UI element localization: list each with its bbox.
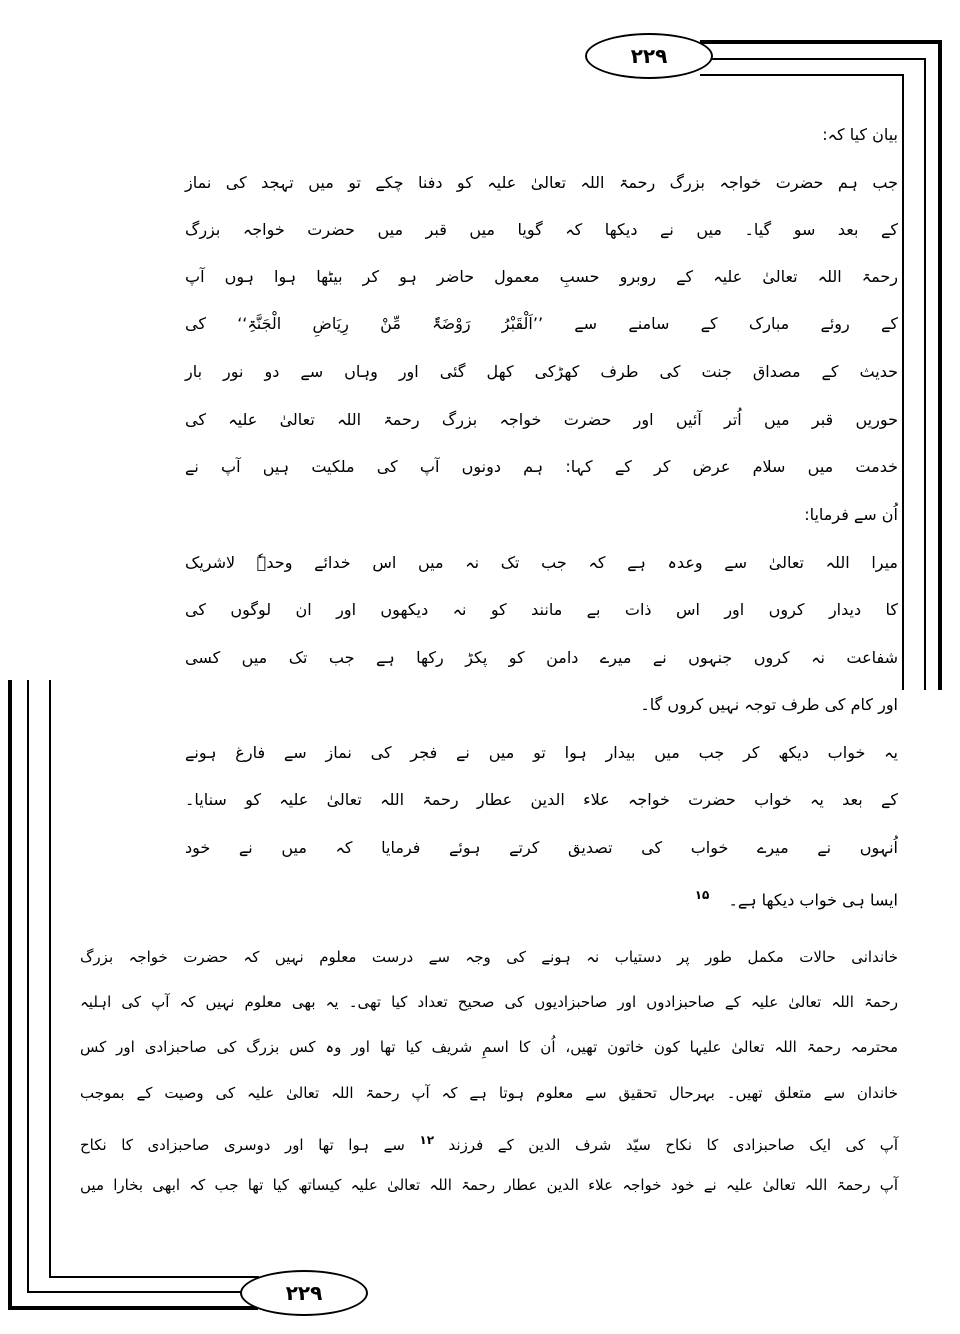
text-line: محترمہ رحمۃ اللہ تعالیٰ علیہا کون خاتون تھیں، اُن کا اسمِ شریف کیا تھا اور وہ کس بزرگ کی صاحبزادی اور کس bbox=[80, 1038, 898, 1056]
text-line: حدیث کے مصداق جنت کی طرف کھڑکی کھل گئی اور وہاں سے دو نور بار bbox=[185, 362, 898, 381]
frame-top-middle bbox=[705, 58, 926, 60]
text-line: یہ خواب دیکھ کر جب میں بیدار ہوا تو میں نے فجر کی نماز سے فارغ ہونے bbox=[185, 743, 898, 762]
frame-bottom-outer bbox=[8, 1306, 258, 1310]
intro-line: بیان کیا کہ: bbox=[822, 125, 898, 144]
frame-right-inner bbox=[902, 74, 904, 690]
text-line: جب ہم حضرت خواجہ بزرگ رحمۃ اللہ تعالیٰ علیہ کو دفنا چکے تو میں تہجد کی نماز bbox=[185, 173, 898, 192]
text-line bbox=[80, 1120, 898, 1165]
text-line: خاندان سے متعلق تھیں۔ بہرحال تحقیق سے معلوم ہوتا ہے کہ آپ رحمۃ اللہ تعالیٰ علیہ کی وصیت کے بموجب bbox=[80, 1084, 898, 1102]
text-line: میرا اللہ تعالیٰ سے وعدہ ہے کہ جب تک نہ میں اس خدائے وحدہٗ لاشریک bbox=[185, 553, 898, 572]
header-page-number: ۲۲۹ bbox=[585, 33, 713, 79]
text-line: اُنہوں نے میرے خواب کی تصدیق کرتے ہوئے فرمایا کہ میں نے خود bbox=[185, 838, 898, 857]
frame-bottom-middle bbox=[27, 1291, 247, 1293]
text-segment: سے ہوا تھا اور دوسری صاحبزادی کا نکاح bbox=[80, 1136, 405, 1154]
text-line: شفاعت نہ کروں جنہوں نے میرے دامن کو پکڑ رکھا ہے جب تک میں کسی bbox=[185, 648, 898, 667]
text-line: خاندانی حالات مکمل طور پر دستیاب نہ ہونے کی وجہ سے درست معلوم نہیں کہ حضرت خواجہ بزرگ bbox=[80, 948, 898, 966]
frame-top-inner bbox=[700, 74, 904, 76]
frame-top-outer bbox=[700, 40, 941, 44]
footnote-marker[interactable]: ۱۲ bbox=[419, 1133, 435, 1147]
text-line: اُن سے فرمایا: bbox=[804, 505, 898, 524]
text-line: حوریں قبر میں اُتر آئیں اور حضرت خواجہ بزرگ رحمۃ اللہ تعالیٰ علیہ کی bbox=[185, 410, 898, 429]
frame-left-middle bbox=[27, 680, 29, 1293]
text-line: اور کام کی طرف توجہ نہیں کروں گا۔ bbox=[640, 695, 898, 714]
text-line: خدمت میں سلام عرض کر کے کہا: ہم دونوں آپ کی ملکیت ہیں آپ نے bbox=[185, 457, 898, 476]
frame-left-outer bbox=[8, 680, 12, 1310]
frame-bottom-inner bbox=[49, 1276, 259, 1278]
frame-right-middle bbox=[924, 58, 926, 690]
footer-page-number: ۲۲۹ bbox=[240, 1270, 368, 1316]
text-line: کے بعد یہ خواب حضرت خواجہ علاء الدین عطار رحمۃ اللہ تعالیٰ علیہ کو سنایا۔ bbox=[185, 790, 898, 809]
text-line: کے روئے مبارک کے سامنے سے ’’اَلْقَبْرُ رَوْضَۃٌ مِّنْ رِیَاضِ الْجَنَّۃِ‘‘ کی bbox=[185, 314, 898, 333]
text-line: کا دیدار کروں اور اس ذات بے مانند کو نہ دیکھوں اور ان لوگوں کی bbox=[185, 600, 898, 619]
text-segment: آپ کی ایک صاحبزادی کا نکاح سیّد شرف الدین کے فرزند bbox=[448, 1136, 898, 1154]
footnote-marker[interactable]: ۱۵ bbox=[694, 888, 710, 902]
text-line: کے بعد سو گیا۔ میں نے دیکھا کہ گویا میں قبر میں حضرت خواجہ بزرگ bbox=[185, 220, 898, 239]
text-line: رحمۃ اللہ تعالیٰ علیہ کے صاحبزادوں اور صاحبزادیوں کی صحیح تعداد کیا تھی۔ یہ بھی معلوم نہیں کہ آپ کی اہلیہ bbox=[80, 993, 898, 1011]
text-line: آپ رحمۃ اللہ تعالیٰ علیہ نے خود خواجہ علاء الدین عطار رحمۃ اللہ تعالیٰ علیہ کیساتھ کیا تھا جب کہ ابھی بخارا میں bbox=[80, 1176, 898, 1194]
text-line bbox=[185, 875, 898, 920]
text-segment: ایسا ہی خواب دیکھا ہے۔ bbox=[728, 890, 898, 910]
text-line: رحمۃ اللہ تعالیٰ علیہ کے روبرو حسبِ معمول حاضر ہو کر بیٹھا ہوا ہوں آپ bbox=[185, 267, 898, 286]
frame-right-outer bbox=[938, 40, 942, 690]
frame-left-inner bbox=[49, 680, 51, 1278]
